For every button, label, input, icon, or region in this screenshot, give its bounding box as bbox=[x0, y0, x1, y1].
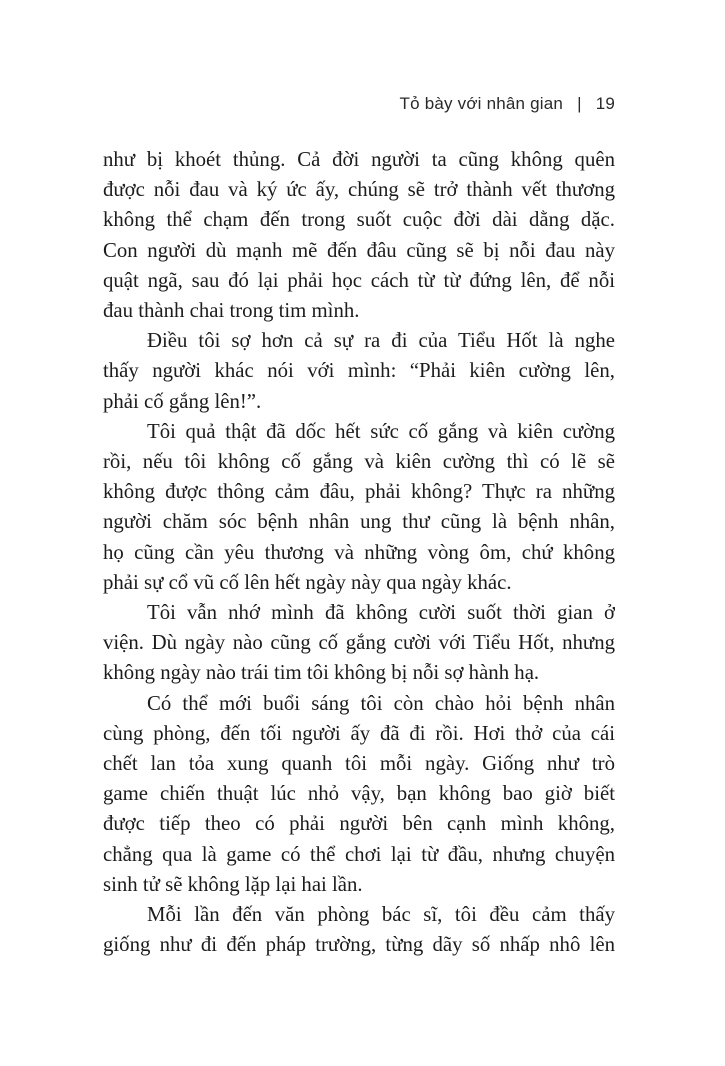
paragraph bbox=[103, 598, 615, 689]
running-header bbox=[400, 94, 615, 114]
text-line: Mỗi lần đến văn phòng bác sĩ, tôi đều cảm thấy bbox=[147, 903, 615, 927]
text-line: Có thể mới buổi sáng tôi còn chào hỏi bệnh nhân bbox=[147, 691, 615, 715]
text-line: viện. Dù ngày nào cũng cố gắng cười với Tiểu Hốt, nhưng bbox=[103, 631, 615, 655]
text-line: không ngày nào trái tim tôi không bị nỗi sợ hành hạ. bbox=[103, 661, 540, 685]
paragraph bbox=[103, 326, 615, 417]
text-line: không thể chạm đến trong suốt cuộc đời dài dằng dặc. bbox=[103, 208, 615, 232]
text-line: Tôi quả thật đã dốc hết sức cố gắng và kiên cường bbox=[147, 419, 615, 443]
text-line: họ cũng cần yêu thương và những vòng ôm, chứ không bbox=[103, 540, 615, 564]
text-line: quật ngã, sau đó lại phải học cách từ từ đứng lên, để nỗi bbox=[103, 268, 615, 292]
text-line: cùng phòng, đến tối người ấy đã đi rồi. Hơi thở của cái bbox=[103, 721, 615, 745]
text-line: không được thông cảm đâu, phải không? Thực ra những bbox=[103, 480, 615, 504]
text-line: rồi, nếu tôi không cố gắng và kiên cường thì có lẽ sẽ bbox=[103, 450, 615, 474]
text-line: được tiếp theo có phải người bên cạnh mình không, bbox=[103, 812, 615, 836]
text-line: được nỗi đau và ký ức ấy, chúng sẽ trở thành vết thương bbox=[103, 178, 615, 202]
paragraph bbox=[103, 145, 615, 326]
body-text bbox=[103, 145, 615, 960]
text-line: như bị khoét thủng. Cả đời người ta cũng không quên bbox=[103, 148, 615, 171]
book-title: Tỏ bày với nhân gian bbox=[399, 94, 564, 113]
text-line: thấy người khác nói với mình: “Phải kiên cường lên, bbox=[103, 359, 615, 383]
header-separator: | bbox=[577, 94, 582, 113]
page-number: 19 bbox=[595, 94, 615, 113]
text-line: Con người dù mạnh mẽ đến đâu cũng sẽ bị nỗi đau này bbox=[103, 238, 615, 262]
paragraph bbox=[103, 417, 615, 598]
text-line: Tôi vẫn nhớ mình đã không cười suốt thời gian ở bbox=[147, 601, 615, 625]
text-line: Điều tôi sợ hơn cả sự ra đi của Tiểu Hốt là nghe bbox=[147, 329, 615, 353]
text-line: phải sự cổ vũ cố lên hết ngày này qua ngày khác. bbox=[103, 570, 512, 594]
paragraph bbox=[103, 900, 615, 960]
text-line: chẳng qua là game có thể chơi lại từ đầu, nhưng chuyện bbox=[103, 842, 615, 866]
paragraph bbox=[103, 689, 615, 900]
text-line: phải cố gắng lên!”. bbox=[103, 389, 262, 413]
text-line: giống như đi đến pháp trường, từng dãy số nhấp nhô lên bbox=[103, 933, 615, 957]
text-line: đau thành chai trong tim mình. bbox=[103, 299, 360, 323]
text-line: người chăm sóc bệnh nhân ung thư cũng là bệnh nhân, bbox=[103, 510, 615, 534]
text-line: sinh tử sẽ không lặp lại hai lần. bbox=[103, 872, 363, 896]
text-line: chết lan tỏa xung quanh tôi mỗi ngày. Giống như trò bbox=[103, 752, 615, 776]
text-line: game chiến thuật lúc nhỏ vậy, bạn không bao giờ biết bbox=[103, 782, 615, 806]
